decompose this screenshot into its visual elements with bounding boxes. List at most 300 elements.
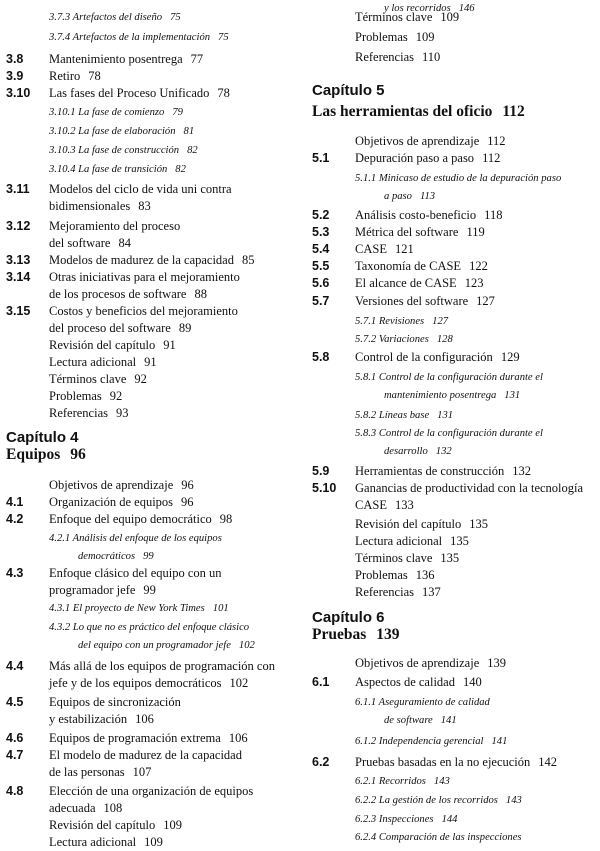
entry-body [49,181,232,198]
entry-body [49,730,248,747]
page-number: 127 [432,316,449,327]
entry-body [355,829,522,846]
toc-entry [6,619,300,636]
toc-entry [312,694,600,711]
toc-entry [312,463,600,480]
page-number: 131 [504,390,521,401]
section-number: 3.11 [6,182,30,196]
toc-entry [312,584,600,601]
entry-body [355,150,500,167]
page-number: 106 [135,712,154,726]
entry-title: Taxonomía de CASE [355,259,462,273]
chapter-label [312,82,385,100]
toc-entry [6,29,300,46]
page-number: 113 [419,191,436,202]
toc-entry [312,241,600,258]
entry-title: Enfoque clásico del equipo con un [49,566,222,580]
page-number: 137 [422,585,441,599]
toc-entry [6,637,300,654]
entry-title: 5.8.2 Líneas base [355,410,430,421]
toc-entry [312,224,600,241]
toc-entry [312,425,600,442]
toc-entry [312,188,600,205]
page-number: 139 [376,626,400,643]
toc-entry [6,817,300,834]
entry-body [49,747,242,764]
entry-title: Control de la configuración [355,350,493,364]
section-number: 3.13 [6,253,31,267]
page-number: 133 [394,498,414,512]
entry-body [355,733,507,750]
section-number: 4.3 [6,566,24,580]
toc-entry [312,497,600,514]
section-number: 6.2 [312,755,330,769]
chapter-text: Las herramientas del oficio [312,103,493,120]
entry-body [355,49,440,66]
chapter-label [312,609,385,627]
entry-body [355,694,490,711]
chapter-text: Pruebas [312,626,367,643]
entry-body [355,792,522,809]
section-number: 4.2 [6,512,24,526]
entry-body [355,331,453,348]
entry-body [384,387,520,404]
entry-title: del software [49,236,111,250]
entry-title: 5.1.1 Minicaso de estudio de la depuración paso [355,173,562,184]
entry-title: Objetivos de aprendizaje [355,656,480,670]
toc-entry [312,480,600,497]
toc-entry [6,269,300,286]
entry-title: de las personas [49,765,125,779]
entry-title: Lectura adicional [355,534,443,548]
toc-entry [312,313,600,330]
entry-title: 5.7.1 Revisiones [355,316,425,327]
entry-body [49,477,194,494]
entry-body [49,51,203,68]
entry-body [355,258,488,275]
page-number: 127 [476,294,495,308]
toc-entry [6,494,300,511]
entry-title: adecuada [49,801,96,815]
entry-body [355,407,453,424]
entry-title: CASE [355,242,387,256]
entry-body [355,550,459,567]
entry-title: Otras iniciativas para el mejoramiento [49,270,240,284]
toc-entry [6,405,300,422]
entry-body [355,754,557,771]
page-number: 98 [219,512,233,526]
entry-body [355,516,488,533]
toc-entry [6,711,300,728]
entry-title: Lectura adicional [49,835,137,849]
section-number: 5.9 [312,464,330,478]
toc-entry [6,675,300,692]
entry-title: Elección de una organización de equipos [49,784,254,798]
entry-title: 3.10.1 La fase de comienzo [49,107,165,118]
page-number: 96 [70,446,86,463]
entry-body [78,637,255,654]
page-number: 82 [187,145,198,156]
entry-title: Referencias [49,406,108,420]
toc-entry [312,733,600,750]
page-number: 75 [218,32,229,43]
toc-entry [6,582,300,599]
page-number: 85 [242,253,255,267]
entry-body [355,463,531,480]
section-number: 5.3 [312,225,330,239]
page-number: 123 [464,276,484,290]
toc-entry [6,181,300,198]
section-number: 4.8 [6,784,24,798]
page-number: 81 [183,126,195,137]
entry-title: Referencias [355,585,414,599]
entry-title: de software [384,715,433,726]
toc-entry [312,0,600,17]
entry-title: Modelos del ciclo de vida uni contra [49,182,232,196]
entry-title: 6.2.1 Recorridos [355,776,426,787]
page-number: 79 [172,107,183,118]
toc-entry [312,349,600,366]
entry-title: CASE [355,498,387,512]
entry-title: y estabilización [49,712,128,726]
entry-title: Más allá de los equipos de programación con [49,659,275,673]
toc-entry [312,258,600,275]
section-number: 3.12 [6,219,31,233]
entry-title: 3.10.2 La fase de elaboración [49,126,176,137]
entry-body [355,241,414,258]
entry-body [49,104,183,121]
entry-title: 5.7.2 Variaciones [355,334,429,345]
entry-body [355,497,414,514]
chapter-title [312,626,400,644]
entry-body [49,764,151,781]
page-number: 91 [163,338,176,352]
entry-body [355,674,482,691]
section-number: 4.4 [6,659,24,673]
entry-body [355,170,561,187]
entry-body [384,0,475,17]
page-number: 83 [138,199,151,213]
entry-title: Retiro [49,69,81,83]
entry-title: 4.3.2 Lo que no es práctico del enfoque clásico [49,622,250,633]
page-number: 132 [435,446,452,457]
page-number: 128 [436,334,453,345]
entry-body [355,811,457,828]
entry-body [49,711,154,728]
entry-title: Análisis costo-beneficio [355,208,477,222]
entry-title: 4.3.1 El proyecto de New York Times [49,603,205,614]
page-number: 119 [466,225,485,239]
page-number: 92 [134,372,147,386]
entry-body [355,133,506,150]
entry-body [355,567,435,584]
entry-body [49,511,232,528]
entry-body [49,405,129,422]
chapter-title [312,103,525,121]
chapter-text: Capítulo 4 [6,429,79,446]
entry-body [49,800,122,817]
toc-entry [6,198,300,215]
page-number: 101 [212,603,229,614]
entry-title: 3.10.3 La fase de construcción [49,145,180,156]
toc-entry [6,530,300,547]
page-number: 143 [505,795,522,806]
page-number: 88 [194,287,207,301]
page-number: 122 [469,259,488,273]
page-number: 89 [178,321,192,335]
entry-title: 3.7.3 Artefactos del diseño [49,12,163,23]
toc-entry [312,133,600,150]
page-number: 99 [143,551,154,562]
entry-title: Equipos de sincronización [49,695,181,709]
entry-title: del proceso del software [49,321,171,335]
entry-title: Equipos de programación extrema [49,731,221,745]
entry-body [49,600,229,617]
entry-title: jefe y de los equipos democráticos [49,676,222,690]
page-number: 136 [415,568,435,582]
entry-body [49,530,222,547]
entry-title: Organización de equipos [49,495,174,509]
entry-body [49,218,180,235]
entry-title: Enfoque del equipo democrático [49,512,212,526]
section-number: 3.9 [6,69,24,83]
toc-entry [312,49,600,66]
toc-entry [312,443,600,460]
chapter-text: Capítulo 5 [312,82,385,99]
toc-entry [312,773,600,790]
toc-entry [6,123,300,140]
toc-entry [312,567,600,584]
page-number: 106 [228,731,248,745]
entry-body [49,235,131,252]
page-number: 144 [441,814,458,825]
entry-title: Problemas [49,389,102,403]
entry-title: Problemas [355,568,408,582]
entry-title: Mantenimiento posentrega [49,52,183,66]
page-number: 109 [144,835,163,849]
entry-body [49,783,253,800]
page-number: 121 [394,242,414,256]
entry-title: programador jefe [49,583,136,597]
toc-entry [6,747,300,764]
page-number: 102 [238,640,255,651]
entry-title: Modelos de madurez de la capacidad [49,253,234,267]
toc-entry [312,811,600,828]
entry-body [49,320,191,337]
page-number: 110 [422,50,441,64]
toc-entry [6,764,300,781]
toc-entry [6,388,300,405]
page-number: 82 [175,164,186,175]
entry-title: Términos clave [355,551,433,565]
toc-entry [312,331,600,348]
page-number: 75 [170,12,181,23]
toc-entry [312,293,600,310]
entry-body [355,369,543,386]
page-number: 139 [487,656,507,670]
toc-entry [312,369,600,386]
page-number: 135 [469,517,488,531]
entry-body [355,349,520,366]
entry-title: Lectura adicional [49,355,137,369]
page-number: 132 [512,464,531,478]
entry-body [49,269,240,286]
entry-title: Objetivos de aprendizaje [49,478,174,492]
entry-title: 6.1.2 Independencia gerencial [355,736,484,747]
entry-title: 6.1.1 Aseguramiento de calidad [355,697,490,708]
entry-body [355,655,506,672]
toc-entry [6,252,300,269]
page-number: 141 [440,715,457,726]
entry-title: Problemas [355,30,408,44]
entry-body [49,123,194,140]
toc-entry [312,275,600,292]
section-number: 3.10 [6,86,31,100]
entry-title: Versiones del software [355,294,469,308]
entry-title: Aspectos de calidad [355,675,455,689]
entry-title: democráticos [78,551,136,562]
section-number: 6.1 [312,675,330,689]
entry-title: Revisión del capítulo [355,517,462,531]
entry-body [355,313,448,330]
toc-entry [6,730,300,747]
page-number: 108 [103,801,123,815]
toc-entry [6,303,300,320]
entry-body [355,275,483,292]
page-number: 84 [118,236,131,250]
entry-title: del equipo con un programador jefe [78,640,231,651]
entry-title: 6.2.2 La gestión de los recorridos [355,795,498,806]
entry-title: 6.2.3 Inspecciones [355,814,434,825]
toc-entry [6,51,300,68]
toc-entry [6,68,300,85]
page-number: 141 [491,736,508,747]
entry-title: a paso [384,191,412,202]
chapter-title [6,446,86,464]
toc-entry [6,800,300,817]
entry-title: Revisión del capítulo [49,818,156,832]
entry-title: Costos y beneficios del mejoramiento [49,304,238,318]
entry-body [49,582,156,599]
toc-entry [312,516,600,533]
toc-entry [312,29,600,46]
chapter-text: Equipos [6,446,61,463]
entry-title: Términos clave [49,372,127,386]
entry-body [49,337,176,354]
section-number: 5.6 [312,276,330,290]
entry-body [355,29,435,46]
page-number: 143 [433,776,450,787]
entry-body [49,29,229,46]
entry-body [49,388,122,405]
page-number: 109 [440,10,460,24]
toc-entry [6,371,300,388]
toc-entry [6,834,300,851]
entry-body [355,293,495,310]
entry-body [49,694,181,711]
entry-body [78,548,154,565]
entry-title: El alcance de CASE [355,276,457,290]
toc-entry [312,550,600,567]
entry-body [49,565,222,582]
page-number: 109 [163,818,182,832]
entry-title: desarrollo [384,446,428,457]
entry-body [355,773,450,790]
entry-body [384,443,452,460]
entry-body [384,188,435,205]
section-number: 3.8 [6,52,24,66]
toc-entry [6,354,300,371]
toc-entry [6,142,300,159]
page-number: 131 [437,410,454,421]
section-number: 5.7 [312,294,330,308]
toc-entry [6,320,300,337]
entry-body [49,834,163,851]
page-number: 112 [502,103,525,120]
entry-body [355,207,502,224]
toc-entry [6,9,300,26]
page-number: 93 [116,406,129,420]
page-number: 135 [450,534,469,548]
entry-title: Herramientas de construcción [355,464,505,478]
toc-entry [312,712,600,729]
section-number: 3.15 [6,304,31,318]
section-number: 3.14 [6,270,31,284]
entry-title: Depuración paso a paso [355,151,475,165]
page-number: 102 [229,676,249,690]
entry-body [49,817,182,834]
entry-body [49,658,275,675]
entry-title: 4.2.1 Análisis del enfoque de los equipos [49,533,222,544]
page-number: 91 [144,355,157,369]
entry-body [355,224,485,241]
entry-body [49,252,255,269]
entry-title: 3.10.4 La fase de transición [49,164,168,175]
entry-body [49,286,207,303]
entry-title: 5.8.3 Control de la configuración durante el [355,428,543,439]
entry-body [355,480,583,497]
page-number: 92 [109,389,123,403]
toc-entry [6,161,300,178]
toc-entry [6,85,300,102]
section-number: 4.1 [6,495,24,509]
section-number: 5.5 [312,259,330,273]
entry-body [355,533,469,550]
toc-entry [6,286,300,303]
section-number: 4.6 [6,731,24,745]
entry-body [49,85,230,102]
entry-body [49,675,248,692]
entry-title: mantenimiento posentrega [384,390,497,401]
section-number: 5.8 [312,350,330,364]
entry-body [49,198,151,215]
entry-body [49,371,147,388]
toc-entry [312,533,600,550]
entry-title: Mejoramiento del proceso [49,219,181,233]
page-number: 112 [487,134,506,148]
toc-entry [312,170,600,187]
entry-title: y los recorridos [384,3,451,14]
page-number: 146 [458,3,475,14]
entry-body [355,584,441,601]
entry-body [384,712,457,729]
toc-entry [312,754,600,771]
entry-body [49,619,249,636]
toc-entry [312,387,600,404]
page-number: 135 [440,551,460,565]
toc-entry [312,150,600,167]
page-number: 96 [181,478,194,492]
